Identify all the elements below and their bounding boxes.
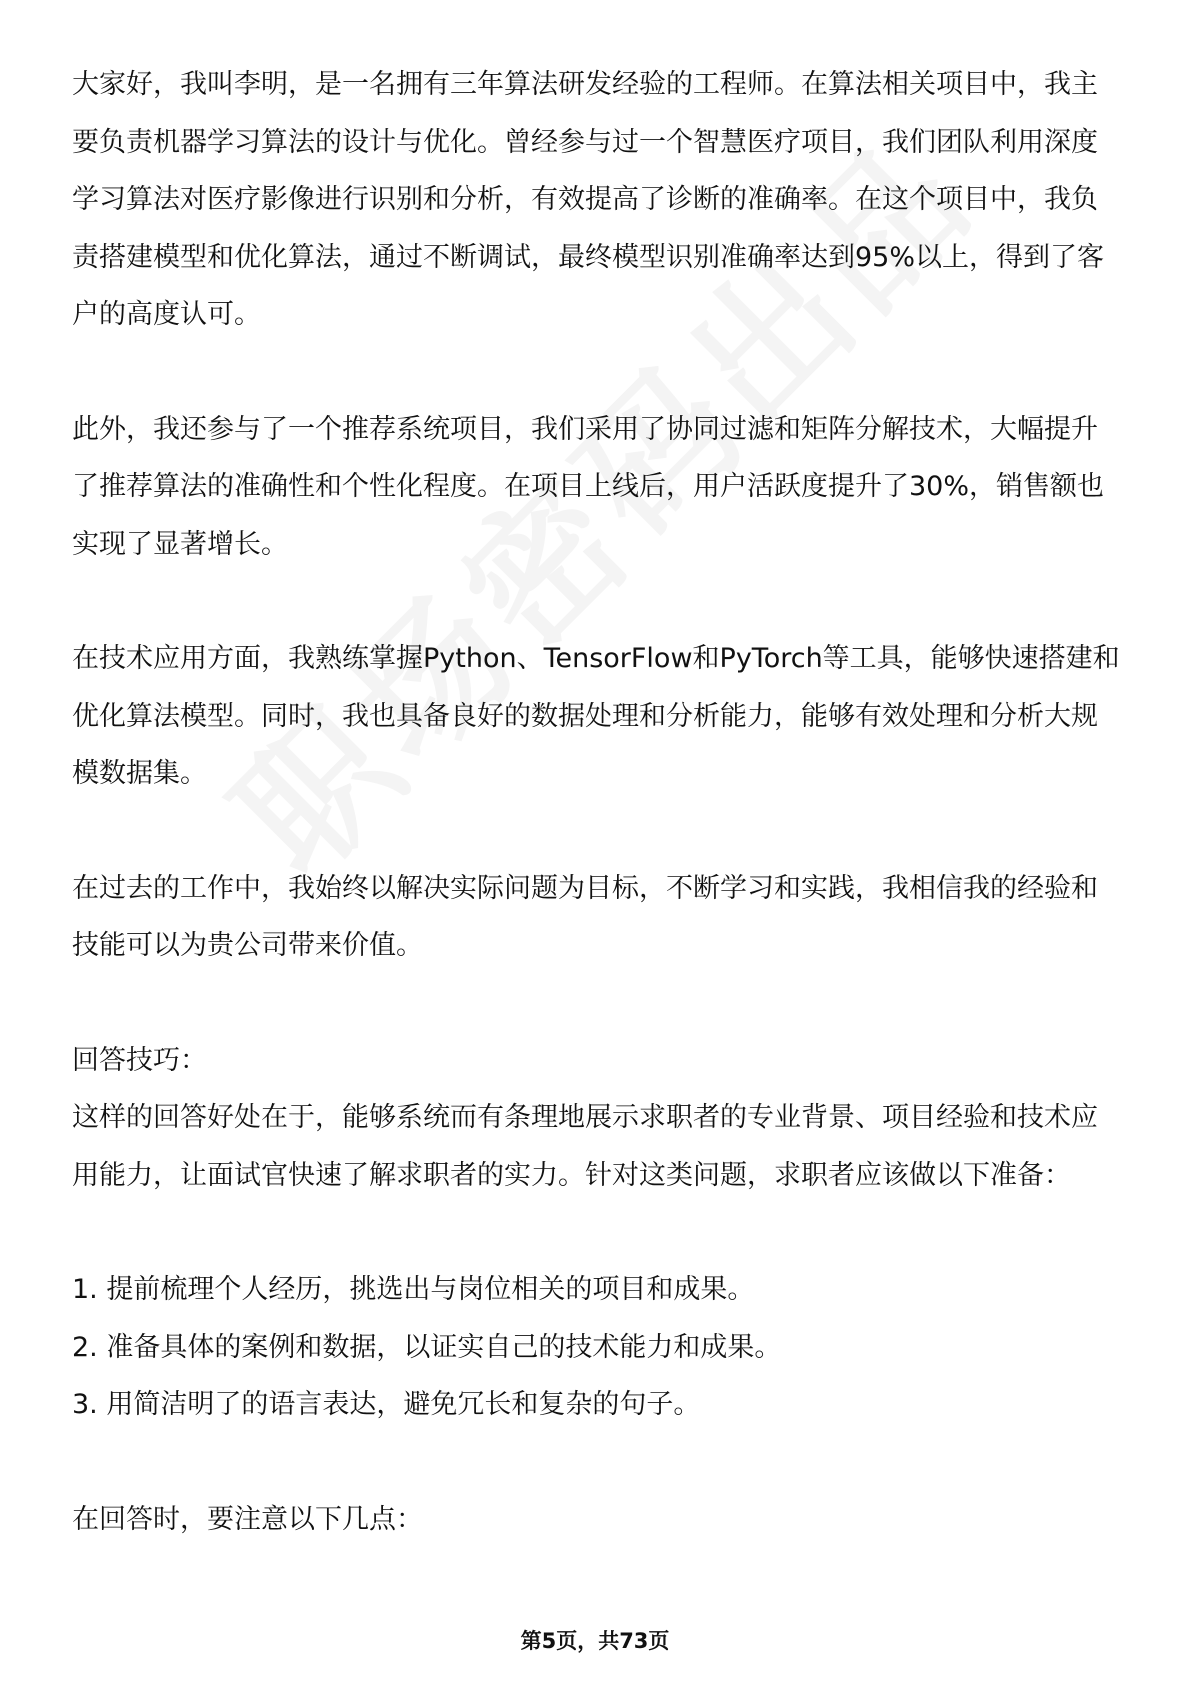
page-content [72, 56, 1122, 1548]
recommendation-paragraph: 此外，我还参与了一个推荐系统项目，我们采用了协同过滤和矩阵分解技术，大幅提升了推荐算法的准确性和个性化程度。在项目上线后，用户活跃度提升了30%，销售额也实现了显著增长。 [72, 413, 1105, 560]
tips-heading: 回答技巧： [72, 1044, 207, 1076]
list-item: 2. 准备具体的案例和数据，以证实自己的技术能力和成果。 [72, 1331, 782, 1363]
page-number-footer: 第5页，共73页 [520, 1629, 670, 1653]
summary-paragraph: 在过去的工作中，我始终以解决实际问题为目标，不断学习和实践，我相信我的经验和技能可以为贵公司带来价值。 [72, 872, 1098, 961]
tips-body: 这样的回答好处在于，能够系统而有条理地展示求职者的专业背景、项目经验和技术应用能力，让面试官快速了解求职者的实力。针对这类问题，求职者应该做以下准备： [72, 1102, 1098, 1191]
list-item: 3. 用简洁明了的语言表达，避免冗长和复杂的句子。 [72, 1389, 701, 1420]
list-item: 1. 提前梳理个人经历，挑选出与岗位相关的项目和成果。 [72, 1274, 755, 1305]
tips-list [72, 1261, 1122, 1434]
intro-paragraph: 大家好，我叫李明，是一名拥有三年算法研发经验的工程师。在算法相关项目中，我主要负责机器学习算法的设计与优化。曾经参与过一个智慧医疗项目，我们团队利用深度学习算法对医疗影像进行识别和分析，有效提高了诊断的准确率。在这个项目中，我负责搭建模型和优化算法，通过不断调试，最终模型识别准确率达到95%以上，得到了客户的高度认可。 [72, 69, 1105, 330]
skills-paragraph: 在技术应用方面，我熟练掌握Python、TensorFlow和PyTorch等工具，能够快速搭建和优化算法模型。同时，我也具备良好的数据处理和分析能力，能够有效处理和分析大规模数据集。 [72, 643, 1120, 789]
closing-line: 在回答时，要注意以下几点： [72, 1503, 423, 1535]
